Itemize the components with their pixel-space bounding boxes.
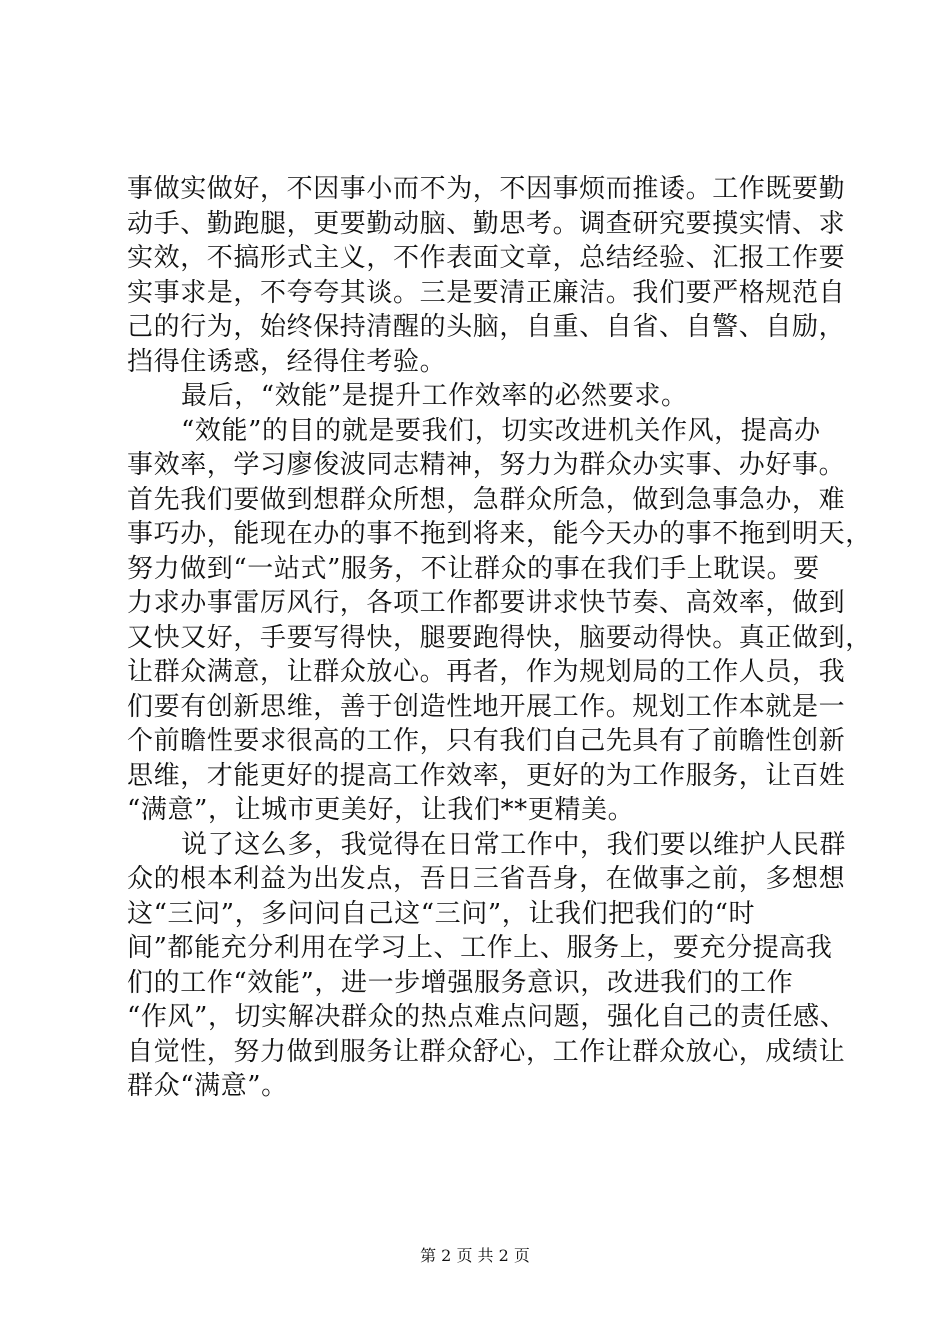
text-line: 众的根本利益为出发点，吾日三省吾身，在做事之前，多想想 <box>127 864 846 894</box>
text-line: 思维，才能更好的提高工作效率，更好的为工作服务，让百姓 <box>127 760 846 791</box>
text-line: “效能”的目的就是要我们，切实改进机关作风，提高办 <box>181 415 821 446</box>
text-line: 事效率，学习廖俊波同志精神，努力为群众办实事、办好事。 <box>127 450 846 480</box>
text-line: “作风”，切实解决群众的热点难点问题，强化自己的责任感、 <box>127 1002 847 1032</box>
text-line: 首先我们要做到想群众所想，急群众所急，做到急事急办，难 <box>127 484 846 515</box>
text-line: 实事求是，不夸夸其谈。三是要清正廉洁。我们要严格规范自 <box>127 277 846 308</box>
text-line: 间”都能充分利用在学习上、工作上、服务上，要充分提高我 <box>127 933 833 963</box>
text-line: 最后，“效能”是提升工作效率的必然要求。 <box>181 381 688 411</box>
text-line: 个前瞻性要求很高的工作，只有我们自己先具有了前瞻性创新 <box>127 726 846 756</box>
text-line: 努力做到“一站式”服务，不让群众的事在我们手上耽误。要 <box>127 553 820 584</box>
text-line: 实效，不搞形式主义，不作表面文章，总结经验、汇报工作要 <box>127 243 846 273</box>
text-line: 们的工作“效能”，进一步增强服务意识，改进我们的工作 <box>127 967 794 998</box>
text-line: 这“三问”，多问问自己这“三问”，让我们把我们的“时 <box>127 898 756 929</box>
text-line: 事巧办，能现在办的事不拖到将来，能今天办的事不拖到明天， <box>127 519 872 549</box>
text-line: 事做实做好，不因事小而不为，不因事烦而推诿。工作既要勤 <box>127 174 846 204</box>
text-line: 群众“满意”。 <box>127 1071 288 1101</box>
page-footer: 第 2 页 共 2 页 <box>420 1246 530 1265</box>
document-body <box>127 172 872 1104</box>
text-line: 说了这么多，我觉得在日常工作中，我们要以维护人民群 <box>181 829 847 860</box>
text-line: 己的行为，始终保持清醒的头脑，自重、自省、自警、自励， <box>127 312 846 342</box>
text-line: 力求办事雷厉风行，各项工作都要讲求快节奏、高效率，做到 <box>127 588 846 618</box>
text-line: “满意”，让城市更美好，让我们**更精美。 <box>127 795 635 825</box>
text-line: 自觉性，努力做到服务让群众舒心，工作让群众放心，成绩让 <box>127 1036 846 1067</box>
text-line: 们要有创新思维，善于创造性地开展工作。规划工作本就是一 <box>127 691 846 722</box>
text-line: 动手、勤跑腿，更要勤动脑、勤思考。调查研究要摸实情、求 <box>127 208 846 239</box>
text-line: 挡得住诱惑，经得住考验。 <box>127 346 447 377</box>
text-line: 让群众满意，让群众放心。再者，作为规划局的工作人员，我 <box>127 657 846 687</box>
text-line: 又快又好，手要写得快，腿要跑得快，脑要动得快。真正做到， <box>127 622 872 653</box>
